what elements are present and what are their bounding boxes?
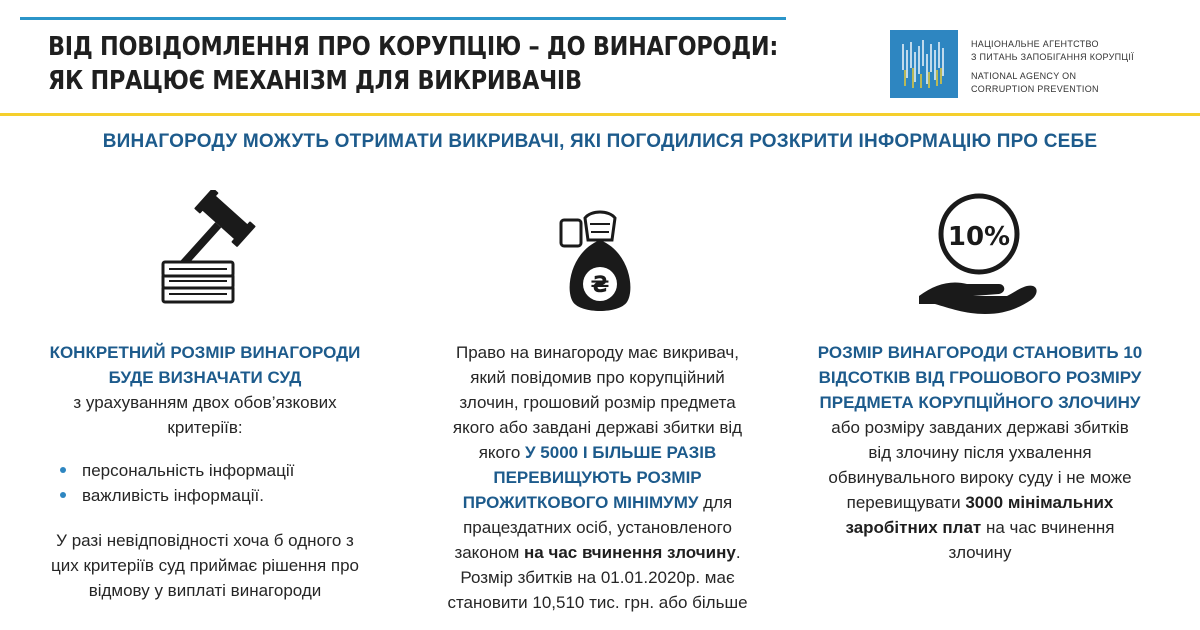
org-en-line-1: NATIONAL AGENCY ON [971,71,1077,81]
criteria-list [60,458,380,508]
left-heading-line-1: КОНКРЕТНИЙ РОЗМІР ВИНАГОРОДИ [49,343,361,362]
org-name [971,38,1134,96]
logo-bars-icon [890,30,958,98]
right-line-5-text: на час вчинення [981,518,1115,537]
middle-line-4: якого або завдані державі збитки від [452,418,743,437]
middle-line-11: становити 10,510 тис. грн. або більше [447,593,748,612]
money-bag-hryvnia-icon [555,190,645,325]
middle-line-9-end: . [735,543,741,562]
subtitle: ВИНАГОРОДУ МОЖУТЬ ОТРИМАТИ ВИКРИВАЧІ, ЯКІ ПОГОДИЛИСЯ РОЗКРИТИ ІНФОРМАЦІЮ ПРО СЕБЕ [102,131,1098,152]
right-line-4-text: перевищувати [846,493,966,512]
left-note-line-3: відмову у виплаті винагороди [88,581,322,600]
middle-line-1: Право на винагороду має викривач, [456,343,739,362]
middle-line-3: злочин, грошовий розмір предмета [459,393,736,412]
middle-line-10: Розмір збитків на 01.01.2020р. має [460,568,735,587]
left-text-line-2: критеріїв: [167,418,243,437]
criteria-item: персональність інформації [60,458,380,483]
org-ua-line-2: З ПИТАНЬ ЗАПОБІГАННЯ КОРУПЦІЇ [971,52,1134,62]
title-line-2: ЯК ПРАЦЮЄ МЕХАНІЗМ ДЛЯ ВИКРИВАЧІВ [48,66,582,96]
gavel-money-icon [155,190,285,325]
middle-line-7-text: для [698,493,733,512]
highlight-minimum: ПРОЖИТКОВОГО МІНІМУМУ [462,493,699,512]
right-line-3: обвинувального вироку суду і не може [828,468,1132,487]
page-title [48,30,779,98]
middle-line-6: ПЕРЕВИЩУЮТЬ РОЗМІР [493,468,702,487]
highlight-5000: У 5000 І БІЛЬШЕ РАЗІВ [525,443,717,462]
percent-label: 10% [947,222,1011,252]
left-note-line-2: цих критеріїв суд приймає рішення про [50,556,360,575]
left-heading-line-2: БУДЕ ВИЗНАЧАТИ СУД [108,368,302,387]
left-note-line-1: У разі невідповідності хоча б одного з [56,531,354,550]
right-line-4 [795,490,1165,515]
left-column [30,340,380,603]
right-heading-line-1: РОЗМІР ВИНАГОРОДИ СТАНОВИТЬ 10 [817,343,1143,362]
middle-line-9-text: законом [454,543,525,562]
top-accent-line [20,17,786,20]
right-line-6: злочину [948,543,1012,562]
highlight-wages: заробітних плат [845,518,982,537]
middle-line-2: який повідомив про корупційний [470,368,725,387]
org-en-line-2: CORRUPTION PREVENTION [971,84,1099,94]
highlight-time: на час вчинення злочину [524,543,736,562]
title-line-1: ВІД ПОВІДОМЛЕННЯ ПРО КОРУПЦІЮ – ДО ВИНАГОРОДИ: [48,32,779,62]
highlight-3000: 3000 мінімальних [965,493,1114,512]
middle-line-5-text: якого [478,443,525,462]
middle-line-7 [415,490,780,515]
header-divider [0,113,1200,116]
right-line-1: або розміру завданих державі збитків [831,418,1129,437]
middle-line-9 [415,540,780,565]
org-ua-line-1: НАЦІОНАЛЬНЕ АГЕНТСТВО [971,39,1099,49]
right-column [795,340,1165,565]
hand-percent-coin-icon [915,188,1045,323]
middle-line-8: працездатних осіб, установленого [463,518,732,537]
nazk-logo [890,30,958,98]
right-heading-line-2: ВІДСОТКІВ ВІД ГРОШОВОГО РОЗМІРУ [818,368,1142,387]
right-line-2: від злочину після ухвалення [868,443,1092,462]
right-line-5 [795,515,1165,540]
middle-line-5 [415,440,780,465]
right-heading-line-3: ПРЕДМЕТА КОРУПЦІЙНОГО ЗЛОЧИНУ [819,393,1141,412]
criteria-item: важливість інформації. [60,483,380,508]
svg-text:₴: ₴ [590,273,610,298]
left-text-line-1: з урахуванням двох обов’язкових [73,393,337,412]
middle-column [415,340,780,615]
